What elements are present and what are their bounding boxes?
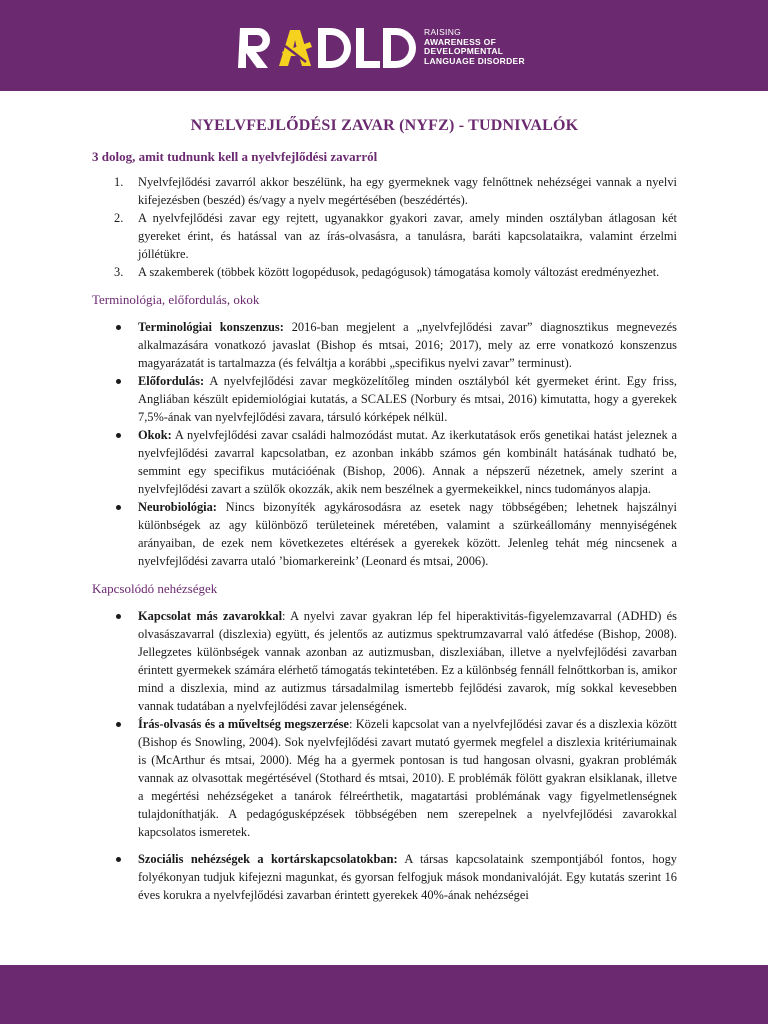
list-term: Írás-olvasás és a műveltség megszerzése xyxy=(138,717,349,731)
list-text: Nyelvfejlődési zavarról akkor beszélünk, ha egy gyermeknek vagy felnőttnek nehézségei vannak a nyelvi kifejezésben (beszéd) és/vagy a nyelv megértésében (beszédértés). xyxy=(138,175,677,207)
bullet-icon xyxy=(116,505,121,510)
document-body xyxy=(92,114,677,904)
list-text: A nyelvfejlődési zavar családi halmozódást mutat. Az ikerkutatások erős genetikai hatást jeleznek a nyelvfejlődési zavarral kapcsolatban, ez azonban inkább számos gén kombinált hatásának tudható be, semmint egy specifikus mutációénak (Bishop, 2006). Annak a népszerű nézetnek, amely szerint a nyelvfejlődési zavart a szülők okozzák, akik nem beszélnek a gyermekeikkel, nincs tudományos alapja. xyxy=(138,428,677,496)
bullet-icon xyxy=(116,857,121,862)
logo-tagline-line: RAISING xyxy=(424,27,462,37)
list-text: A szakemberek (többek között logopédusok, pedagógusok) támogatása komoly változást eredményezhet. xyxy=(138,265,660,279)
logo-tagline-line: LANGUAGE DISORDER xyxy=(424,55,525,66)
bullet-icon xyxy=(116,379,121,384)
list-item xyxy=(92,173,677,209)
list-number: 2. xyxy=(114,211,124,225)
logo-tagline xyxy=(424,28,525,66)
list-item xyxy=(92,263,677,281)
numbered-list xyxy=(92,173,677,281)
list-text: A nyelvfejlődési zavar megközelítőleg minden osztályból két gyermeket érint. Egy friss, Angliában készült epidemiológiai kutatás, a SCALES (Norbury és mtsai, 2016) kimutatta, hogy a gyerekek 7,5%-ának van nyelvfejlődési zavara, társuló kórképek nélkül. xyxy=(138,374,677,424)
list-text: A nyelvfejlődési zavar egy rejtett, ugyanakkor gyakori zavar, amely minden osztályban átlagosan két gyereket érint, és hatással van az írás-olvasásra, a tanulásra, baráti kapcsolataikra, valamint érzelmi jóllétükre. xyxy=(138,211,677,261)
radld-logo xyxy=(238,22,528,72)
bullet-icon xyxy=(116,325,121,330)
section-heading: 3 dolog, amit tudnunk kell a nyelvfejlődési zavarról xyxy=(92,149,378,164)
bullet-icon xyxy=(116,433,121,438)
header-band xyxy=(0,0,768,91)
list-item xyxy=(92,850,677,904)
bullet-icon xyxy=(116,614,121,619)
bullet-list xyxy=(92,607,677,904)
logo-tagline-line: AWARENESS OF xyxy=(424,36,497,47)
list-term: Szociális nehézségek a kortárskapcsolatokban: xyxy=(138,852,398,866)
list-number: 1. xyxy=(114,175,124,189)
list-item xyxy=(92,372,677,426)
bullet-icon xyxy=(116,722,121,727)
list-item xyxy=(92,426,677,498)
list-item xyxy=(92,498,677,570)
footer-band xyxy=(0,965,768,1024)
list-text: A társas kapcsolataink szempontjából fontos, hogy folyékonyan tudjuk kifejezni magunkat, és gyorsan felfogjuk mások mondanivalóját. Egy kutatás szerint 16 éves korukra a nyelvfejlődési zavarban érintett gyerekek 40%-ának nehézségei xyxy=(138,852,677,902)
list-term: Előfordulás: xyxy=(138,374,205,388)
list-number: 3. xyxy=(114,265,124,279)
section-heading: Terminológia, előfordulás, okok xyxy=(92,292,260,307)
list-text: Nincs bizonyíték agykárosodásra az esetek nagy többségében; lehetnek hajszálnyi különbségek az agy különböző területeinek méretében, valamint a szürkeállomány mennyiségének arányaiban, de ezek nem következetes eltérések a gyerekek között. Jelenleg tehát még nincsenek a nyelvfejlődési zavarra utaló ’biomarkereink’ (Leonard és mtsai, 2006). xyxy=(138,500,677,568)
list-text: : A nyelvi zavar gyakran lép fel hiperaktivitás-figyelemzavarral (ADHD) és olvasászavarral (diszlexia) együtt, és jelentős az autizmus spektrumzavarral való átfedése (Bishop, 2008). Jellegzetes különbségek vannak azonban az autizmusban, diszlexiában, illetve a nyelvfejlődési zavarban érintett gyermekek számára elérhető támogatás tekintetében. Ez a különbség fennáll felnőttkorban is, amikor mind a diszlexia, mind az autizmus társadalmilag ismertebb fejlődési zavarok, míg sokkal kevesebben vannak tudatában a nyelvfejlődési zavar jelenségének. xyxy=(138,609,677,713)
section-heading: Kapcsolódó nehézségek xyxy=(92,581,218,596)
list-text: : Közeli kapcsolat van a nyelvfejlődési zavar és a diszlexia között (Bishop és Snowling, 2004). Sok nyelvfejlődési zavart mutató gyermek megfelel a diszlexia kritériumainak is (McArthur és mtsai, 2000). Még ha a gyermek pontosan is tud hangosan olvasni, gyakran problémák vannak az olvasottak megértésével (Stothard és mtsai, 2010). E problémák fölött gyakran elsiklanak, illetve a megértési nehézségeket a tanárok félreérthetik, magatartási problémának vagy figyelmetlenségnek tulajdoníthatják. A pedagógusképzések többségében nem szerepelnek a nyelvfejlődési zavarokkal kapcsolatos ismeretek. xyxy=(138,717,677,839)
logo-tagline-line: DEVELOPMENTAL xyxy=(424,46,504,56)
list-item xyxy=(92,209,677,263)
list-item xyxy=(92,318,677,372)
list-item xyxy=(92,715,677,841)
radld-logo-mark xyxy=(238,22,418,72)
list-item xyxy=(92,607,677,715)
list-text: 2016-ban megjelent a „nyelvfejlődési zavar” diagnosztikus megnevezés alkalmazására vonatkozó javaslat (Bishop és mtsai, 2016; 2017), mely az erre vonatkozó konszenzus magyarázatát is tartalmazza (és felváltja a korábbi „specifikus nyelvi zavar” terminust). xyxy=(138,320,677,370)
list-term: Neurobiológia: xyxy=(138,500,217,514)
list-term: Terminológiai konszenzus: xyxy=(138,320,284,334)
list-term: Kapcsolat más zavarokkal xyxy=(138,609,283,623)
list-term: Okok: xyxy=(138,428,172,442)
bullet-list xyxy=(92,318,677,570)
page-title: NYELVFEJLŐDÉSI ZAVAR (NYFZ) - TUDNIVALÓK xyxy=(190,117,579,134)
